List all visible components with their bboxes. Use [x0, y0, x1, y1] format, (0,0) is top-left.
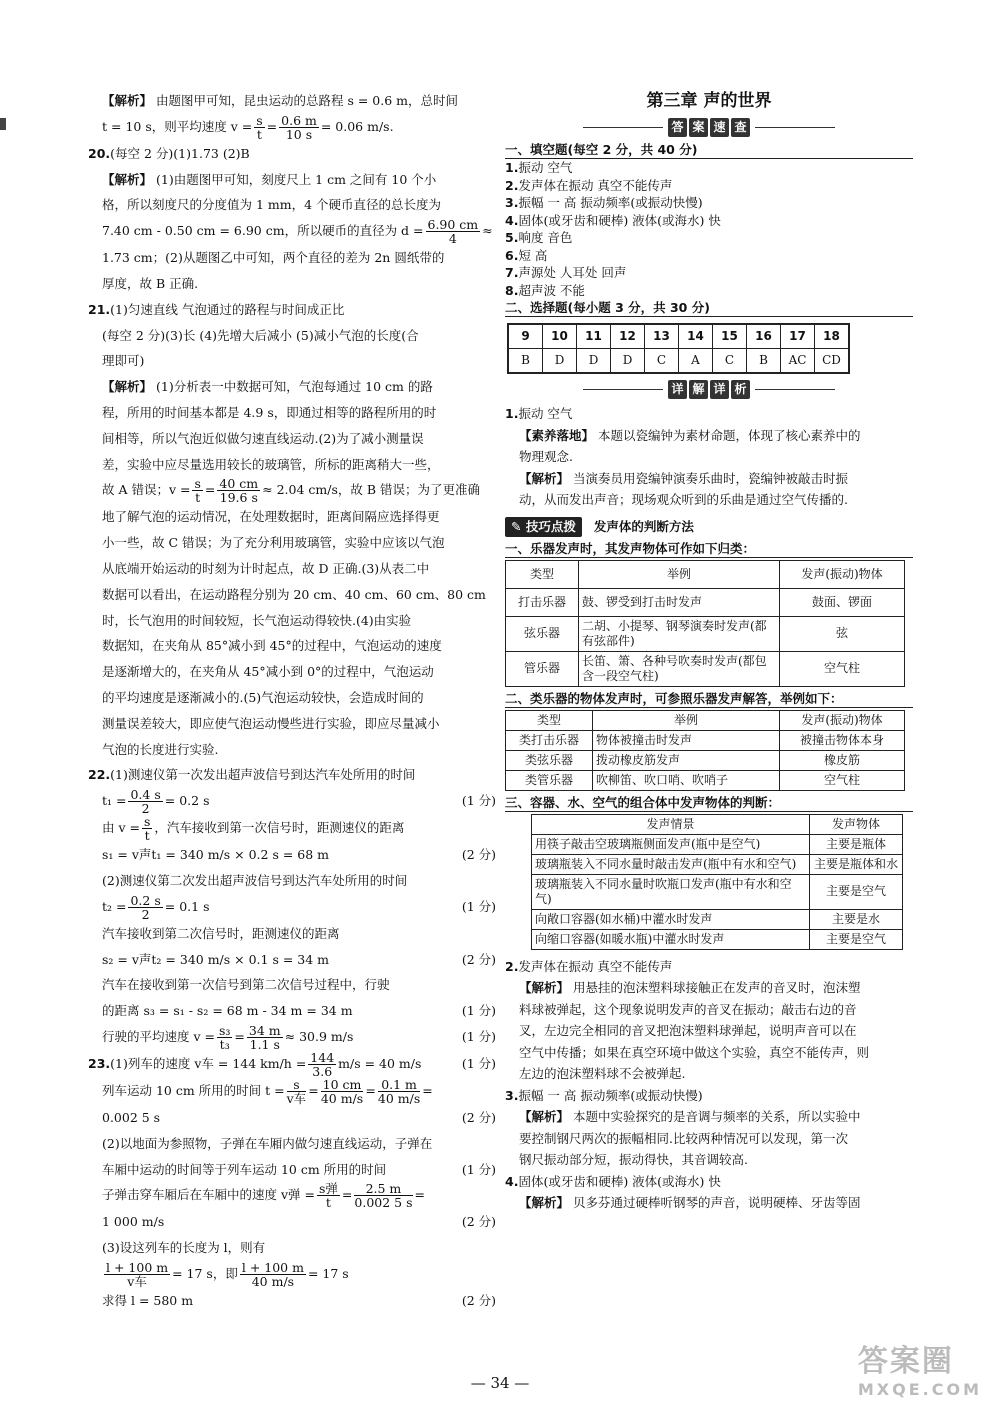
text-line: t₂ = $\frac{0.2 s}{2}$ = 0.1 s (1 分): [102, 892, 496, 922]
fill-answer: 5.响度 音色: [505, 230, 573, 245]
text-line: t₁ = $\frac{0.4 s}{2}$ = 0.2 s (1 分): [102, 787, 496, 817]
fraction: $\frac{s}{t}$: [256, 112, 263, 142]
table-header: 举例: [579, 560, 780, 588]
detail-2: [505, 956, 913, 1085]
right-column: [505, 88, 913, 1214]
watermark-text: 答案圈: [857, 1344, 954, 1379]
table-cell: 主要是空气: [810, 929, 903, 949]
q21-analysis: 【解析】 (1)分析表一中数据可知，气泡每通过 10 cm 的路: [102, 379, 433, 395]
table-cell: 类打击乐器: [506, 730, 593, 750]
fraction: $\frac{6.90 cm}{4}$: [427, 217, 479, 247]
fraction: $\frac{0.4 s}{2}$: [130, 787, 161, 817]
text-line: 格，所以刻度尺的分度值为 1 mm，4 个硬币直径的总长度为: [102, 197, 442, 213]
text-line: (3)设这列车的长度为 l，则有: [102, 1240, 266, 1256]
fraction: $\frac{34 m}{1.1 s}$: [248, 1022, 281, 1052]
fill-answer: 3.振幅 一 高 振动频率(或振动快慢): [505, 195, 703, 210]
q22-answer: 22.(1)测速仪第一次发出超声波信号到达汽车处所用的时间: [88, 767, 416, 783]
instrument-like-table: [505, 710, 905, 791]
lightbulb-icon: ✎: [511, 518, 522, 534]
tip-subtitle: 二、类乐器的物体发声时，可参照乐器发声解答，举例如下：: [505, 690, 913, 708]
text-line: s₂ = v声t₂ = 340 m/s × 0.1 s = 34 m (2 分): [88, 947, 496, 973]
text-line: 气泡的长度进行实验.: [102, 741, 219, 757]
tip-subtitle: 三、容器、水、空气的组合体中发声物体的判断：: [505, 794, 913, 812]
fraction: $\frac{s}{t}$: [143, 814, 151, 844]
text-line: 从底端开始运动的时刻为计时起点，故 D 正确.(3)从表二中: [102, 560, 430, 576]
banner-char: 案: [689, 118, 708, 137]
question-number: 9: [508, 324, 543, 349]
section-choice: 二、选择题(每小题 3 分，共 30 分): [505, 299, 913, 317]
question-number: 15: [713, 324, 747, 349]
text-line: 7.40 cm - 0.50 cm = 6.90 cm，所以硬币的直径为 d = $\frac{6.90 cm}{4}$ ≈: [102, 217, 493, 247]
text-line: 地了解气泡的运动情况，在处理数据时，距离间隔应选择得更: [102, 509, 440, 525]
text-line: 求得 l = 580 m (2 分): [88, 1288, 496, 1314]
table-header: 类型: [506, 560, 579, 588]
table-cell: 物体被撞击时发声: [593, 730, 780, 750]
watermark-url: MXQE.COM: [857, 1380, 982, 1399]
score: (1 分): [461, 1028, 496, 1044]
banner-char: 答: [668, 118, 687, 137]
table-cell: 二胡、小提琴、钢琴演奏时发声(都有弦部件): [579, 616, 780, 651]
score: (2 分): [461, 847, 496, 863]
fraction: $\frac{0.6 m}{10 s}$: [281, 112, 317, 142]
text-line: s₁ = v声t₁ = 340 m/s × 0.2 s = 68 m (2 分): [88, 842, 496, 868]
table-cell: 鼓、锣受到打击时发声: [579, 588, 780, 616]
question-number: 17: [781, 324, 815, 349]
text-line: 左边的泡沫塑料球不会被弹起.: [519, 1066, 686, 1081]
table-cell: 类管乐器: [506, 770, 593, 790]
question-number: 12: [611, 324, 645, 349]
text-line: 【解析】 当演奏员用瓷编钟演奏乐曲时，瓷编钟被敲击时振: [519, 470, 849, 486]
fraction: $\frac{s}{\text{v车}}$: [286, 1076, 307, 1106]
banner-char: 析: [731, 380, 750, 399]
fraction: $\frac{\text{s₃}}{\text{t₃}}$: [218, 1022, 231, 1052]
fraction: $\frac{l + 100 m}{\text{v车}}$: [106, 1259, 169, 1289]
text-line: $\frac{l + 100 m}{\text{v车}}$ = 17 s，即 $\frac{l + 100 m}{40 m/s}$ = 17 s: [106, 1259, 349, 1289]
fraction: $\frac{40 cm}{19.6 s}$: [219, 476, 259, 506]
choice-answer: D: [577, 349, 611, 374]
text-line: 数据知，在夹角从 85°减小到 45°的过程中，气泡运动的速度: [102, 638, 442, 654]
text-line: 叉，左边完全相同的音叉把泡沫塑料球弹起，说明声音可以在: [519, 1023, 857, 1038]
tip-header: ✎ 技巧点拨 发声体的判断方法: [505, 517, 913, 537]
score: (2 分): [461, 1292, 496, 1308]
table-cell: 长笛、箫、各种号吹奏时发声(都包含一段空气柱): [579, 651, 780, 686]
text-line: 0.002 5 s (2 分): [88, 1105, 496, 1131]
detail-3: [505, 1085, 913, 1171]
text-line: 【解析】 贝多芬通过硬棒听钢琴的声音，说明硬棒、牙齿等固: [519, 1195, 861, 1210]
tip-subtitle: 一、乐器发声时，其发声物体可作如下归类：: [505, 540, 913, 558]
text-line: 【素养落地】 本题以瓷编钟为素材命题，体现了核心素养中的: [519, 427, 861, 443]
q21-answer: 21.(1)匀速直线 气泡通过的路程与时间成正比: [88, 301, 345, 317]
text-line: 行驶的平均速度 v = $\frac{\text{s₃}}{\text{t₃}}$ = $\frac{34 m}{1.1 s}$ ≈ 30.9 m/s (1 分): [102, 1022, 496, 1052]
text-line: 由 v = $\frac{s}{t}$ ，汽车接收到第一次信号时，距测速仪的距离: [102, 814, 405, 844]
text-line: 3.振幅 一 高 振动频率(或振动快慢): [505, 1087, 703, 1103]
text-line: 汽车接收到第二次信号时，距测速仪的距离: [102, 925, 340, 941]
fraction: $\frac{s}{t}$: [194, 476, 201, 506]
banner-char: 查: [731, 118, 750, 137]
score: (1 分): [461, 1161, 496, 1177]
text-line: 物理观念.: [519, 449, 573, 464]
text-line: 【解析】 本题中实验探究的是音调与频率的关系，所以实验中: [519, 1109, 861, 1124]
text-line: 【解析】 用悬挂的泡沫塑料球接触正在发声的音叉时，泡沫塑: [519, 980, 861, 995]
text-line: 空气中传播；如果在真空环境中做这个实验，真空不能传声，则: [519, 1044, 870, 1060]
choice-answer: D: [543, 349, 577, 374]
question-number: 11: [577, 324, 611, 349]
table-cell: 主要是瓶体: [810, 834, 903, 854]
fraction: $\frac{2.5 m}{0.002 5 s}$: [354, 1181, 413, 1211]
table-header: 类型: [506, 710, 593, 730]
fraction: $\frac{0.1 m}{40 m/s}$: [377, 1076, 421, 1106]
page-edge-mark: [0, 118, 6, 130]
question-number: 16: [747, 324, 781, 349]
divider: [755, 127, 835, 128]
text-line: 的距离 s₃ = s₁ - s₂ = 68 m - 34 m = 34 m (1 分): [88, 998, 496, 1024]
divider: [755, 389, 835, 390]
question-number: 10: [543, 324, 577, 349]
text-line: 差，实验中应尽量选用较长的玻璃管，所标的距离稍大一些，: [102, 456, 440, 472]
text-line: 测量误差较大，即应使气泡运动慢些进行实验，即应尽量减小: [102, 715, 440, 731]
table-cell: 被撞击物体本身: [780, 730, 905, 750]
text-line: 1.振动 空气: [505, 406, 573, 421]
table-cell: 管乐器: [506, 651, 579, 686]
question-number: 18: [815, 324, 850, 349]
banner-char: 详: [710, 380, 729, 399]
text-line: 时，长气泡用的时间较短，长气泡运动得较快.(4)由实验: [102, 612, 412, 628]
table-cell: 主要是空气: [810, 874, 903, 909]
choice-answer: B: [508, 349, 543, 374]
text-line: 钢尺振动部分短，振动得快，其音调较高.: [519, 1152, 748, 1167]
left-column: [88, 88, 496, 1314]
text-line: 1 000 m/s (2 分): [88, 1209, 496, 1235]
text-line: 小一些，故 C 错误；为了充分利用玻璃管，实验中应该以气泡: [102, 535, 445, 551]
fraction: $\frac{l + 100 m}{40 m/s}$: [241, 1259, 304, 1289]
fill-answer: 6.短 高: [505, 247, 548, 263]
table-cell: 类弦乐器: [506, 750, 593, 770]
choice-answer-table: [507, 323, 850, 374]
score: (2 分): [461, 1109, 496, 1125]
table-cell: 弦: [780, 616, 905, 651]
text-line: 汽车在接收到第一次信号到第二次信号过程中，行驶: [102, 977, 390, 993]
text-line: 数据可以看出，在运动路程分别为 20 cm、40 cm、60 cm、80 cm: [102, 586, 486, 602]
text-line: 4.固体(或牙齿和硬棒) 液体(或海水) 快: [505, 1173, 721, 1189]
table-cell: 拨动橡皮筋发声: [593, 750, 780, 770]
choice-answer: A: [679, 349, 713, 374]
choice-answer: AC: [781, 349, 815, 374]
watermark: [858, 1336, 982, 1399]
text-line: 故 A 错误；v = $\frac{s}{t}$ = $\frac{40 cm}{19.6 s}$ ≈ 2.04 cm/s，故 B 错误；为了更准确: [102, 476, 480, 506]
detail-1: [505, 403, 913, 511]
divider: [583, 127, 663, 128]
table-cell: 主要是瓶体和水: [810, 854, 903, 874]
table-header: 发声(振动)物体: [780, 560, 905, 588]
text-line: 厚度，故 B 正确.: [102, 275, 199, 291]
text-line: 列车运动 10 cm 所用的时间 t = $\frac{s}{\text{v车}}$ = $\frac{10 cm}{40 m/s}$ = $\frac{0.1 m}{40 m/s}$ =: [102, 1076, 433, 1106]
text-line: 料球被弹起，这个现象说明发声的音叉在振动；敲击右边的音: [519, 1001, 857, 1017]
choice-answer: D: [611, 349, 645, 374]
table-cell: 向敞口容器(如水桶)中灌水时发声: [532, 909, 810, 929]
fill-answer: 4.固体(或牙齿和硬棒) 液体(或海水) 快: [505, 212, 721, 228]
fraction: $\frac{0.2 s}{2}$: [130, 892, 161, 922]
table-header: 发声(振动)物体: [780, 710, 905, 730]
choice-answer: B: [747, 349, 781, 374]
banner-char: 解: [689, 380, 708, 399]
chapter-title: 第三章 声的世界: [646, 91, 772, 111]
table-header: 举例: [593, 710, 780, 730]
choice-answer: C: [713, 349, 747, 374]
text-line: (2)测速仪第二次发出超声波信号到达汽车处所用的时间: [102, 872, 408, 888]
text-line: 理即可): [102, 353, 145, 369]
q23-answer: 23.(1)列车的速度 v车 = 144 km/h = $\frac{144}{3.6}$ m/s = 40 m/s (1 分): [88, 1049, 496, 1079]
score: (1 分): [461, 1055, 496, 1071]
table-cell: 玻璃瓶装入不同水量时吹瓶口发声(瓶中有水和空气): [532, 874, 810, 909]
table-cell: 主要是水: [810, 909, 903, 929]
text-line: 车厢中运动的时间等于列车运动 10 cm 所用的时间 (1 分): [88, 1157, 496, 1183]
container-sound-table: [531, 814, 903, 950]
table-cell: 空气柱: [780, 770, 905, 790]
question-number: 13: [645, 324, 679, 349]
text-line: 要控制钢尺两次的振幅相同.比较两种情况可以发现，第一次: [519, 1130, 848, 1146]
instrument-table: [505, 560, 905, 687]
table-cell: 用筷子敲击空玻璃瓶侧面发声(瓶中是空气): [532, 834, 810, 854]
fill-answer: 1.振动 空气: [505, 160, 573, 175]
detail-4: [505, 1171, 913, 1214]
table-cell: 打击乐器: [506, 588, 579, 616]
q19-analysis-cont: t = 10 s，则平均速度 v = $\frac{s}{t}$ = $\frac{0.6 m}{10 s}$ = 0.06 m/s.: [102, 112, 394, 142]
text-line: (2)以地面为参照物，子弹在车厢内做匀速直线运动，子弹在: [102, 1135, 433, 1151]
score: (1 分): [461, 793, 496, 809]
detailed-analysis-banner: [505, 380, 913, 399]
table-cell: 向缩口容器(如暖水瓶)中灌水时发声: [532, 929, 810, 949]
fraction: $\frac{144}{3.6}$: [310, 1049, 335, 1079]
text-line: (每空 2 分)(3)长 (4)先增大后减小 (5)减小气泡的长度(合: [102, 327, 419, 343]
table-cell: 吹柳笛、吹口哨、吹哨子: [593, 770, 780, 790]
fill-answer: 2.发声体在振动 真空不能传声: [505, 177, 673, 193]
fraction: $\frac{10 cm}{40 m/s}$: [320, 1076, 364, 1106]
q20-analysis: 【解析】 (1)由题图甲可知，刻度尺上 1 cm 之间有 10 个小: [102, 171, 437, 187]
text-line: 是逐渐增大的，在夹角从 45°减小到 0°的过程中，气泡运动: [102, 664, 434, 680]
score: (1 分): [461, 1003, 496, 1019]
fill-answer: 8.超声波 不能: [505, 282, 585, 298]
text-line: 动，从而发出声音；现场观众听到的乐曲是通过空气传播的.: [519, 492, 848, 507]
divider: [583, 389, 663, 390]
fill-answer: 7.声源处 人耳处 回声: [505, 265, 627, 280]
section-fill-blank: 一、填空题(每空 2 分，共 40 分): [505, 141, 913, 159]
text-line: 的平均速度是逐渐减小的.(5)气泡运动较快，会造成时间的: [102, 689, 424, 705]
score: (1 分): [461, 898, 496, 914]
table-cell: 鼓面、锣面: [780, 588, 905, 616]
q20-answer: 20.(每空 2 分)(1)1.73 (2)B: [88, 145, 250, 161]
table-header: 发声情景: [532, 814, 810, 834]
table-cell: 空气柱: [780, 651, 905, 686]
banner-char: 速: [710, 118, 729, 137]
table-header: 发声物体: [810, 814, 903, 834]
choice-answer: C: [645, 349, 679, 374]
text-line: 2.发声体在振动 真空不能传声: [505, 958, 673, 974]
text-line: 间相等，所以气泡近似做匀速直线运动.(2)为了减小测量误: [102, 430, 424, 446]
banner-char: 详: [668, 380, 687, 399]
answer-quick-check-banner: [505, 118, 913, 137]
fraction: $\frac{\text{s弹}}{t}$: [318, 1181, 338, 1211]
score: (2 分): [461, 951, 496, 967]
question-number: 14: [679, 324, 713, 349]
table-cell: 弦乐器: [506, 616, 579, 651]
text-line: 1.73 cm；(2)从题图乙中可知，两个直径的差为 2n 圆纸带的: [102, 250, 445, 266]
text-line: 子弹击穿车厢后在车厢中的速度 v弹 = $\frac{\text{s弹}}{t}$ = $\frac{2.5 m}{0.002 5 s}$ =: [102, 1181, 425, 1211]
table-cell: 橡皮筋: [780, 750, 905, 770]
score: (2 分): [461, 1214, 496, 1230]
page-number: — 34 —: [470, 1374, 530, 1392]
table-cell: 玻璃瓶装入不同水量时敲击发声(瓶中有水和空气): [532, 854, 810, 874]
text-line: 程，所用的时间基本都是 4.9 s，即通过相等的路程所用的时: [102, 404, 437, 420]
q19-analysis: 【解析】 由题图甲可知，昆虫运动的总路程 s = 0.6 m，总时间: [102, 93, 459, 108]
choice-answer: CD: [815, 349, 850, 374]
